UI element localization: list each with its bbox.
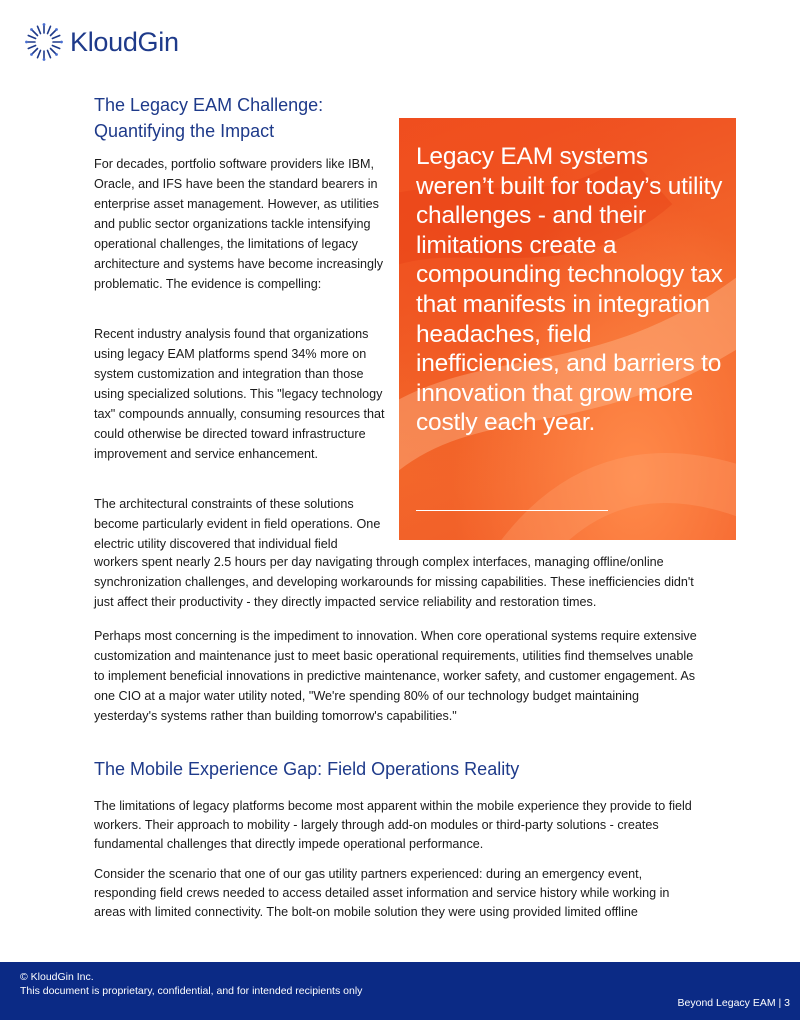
paragraph-field-workers: workers spent nearly 2.5 hours per day navigating through complex interfaces, managing offline/online synchronization challenges, and developing workarounds for missing capabilities. These inefficiencies didn't just affect their productivity - they directly impacted service reliability and restoration times. [94, 555, 694, 609]
paragraph-innovation-impediment: Perhaps most concerning is the impediment to innovation. When core operational systems require extensive customization and maintenance just to meet basic operational requirements, utilities find themselves unable to implement beneficial innovations in predictive maintenance, worker safety, and customer engagement. As one CIO at a major water utility noted, "We're spending 80% of our technology budget maintaining yesterday's systems rather than building tomorrow's capabilities." [94, 629, 697, 723]
footer-copyright: © KloudGin Inc. [20, 971, 94, 983]
kloudgin-logo [24, 22, 179, 62]
pull-quote-callout [399, 118, 736, 540]
section-heading-mobile-gap: The Mobile Experience Gap: Field Operations Reality [94, 759, 520, 779]
section-heading-legacy-eam: The Legacy EAM Challenge: Quantifying the Impact [94, 95, 324, 141]
paragraph-gas-utility-scenario: Consider the scenario that one of our gas utility partners experienced: during an emergency event, responding field crews needed to access detailed asset information and service history while working in areas with limited connectivity. The bolt-on mobile solution they were using provided limited offline [94, 867, 670, 919]
pull-quote-text: Legacy EAM systems weren’t built for today’s utility challenges - and their limitations create a compounding technology tax that manifests in integration headaches, field inefficiencies, and barriers to innovation that grow more costly each year. [416, 143, 723, 437]
kloudgin-logo-icon [24, 22, 64, 62]
pull-quote-underline [416, 510, 608, 511]
footer-page-number: Beyond Legacy EAM | 3 [677, 997, 790, 1009]
paragraph-intro: For decades, portfolio software providers like IBM, Oracle, and IFS have been the standard bearers in enterprise asset management. However, as utilities and public sector organizations tackle intensifying operational challenges, the limitations of legacy architecture and systems have become increasingly problematic. The evidence is compelling: [94, 157, 384, 291]
footer-confidentiality-notice: This document is proprietary, confidential, and for intended recipients only [20, 985, 363, 997]
paragraph-mobile-limitations: The limitations of legacy platforms become most apparent within the mobile experience they provide to field workers. Their approach to mobility - largely through add-on modules or third-party solutions - creates fundamental challenges that directly impede operational performance. [94, 799, 692, 851]
page-footer [0, 962, 800, 1020]
paragraph-architectural-constraints: The architectural constraints of these solutions become particularly evident in field operations. One electric utility discovered that individual field [94, 497, 381, 551]
paragraph-industry-analysis: Recent industry analysis found that organizations using legacy EAM platforms spend 34% more on system customization and integration than those using specialized solutions. This "legacy technology tax" compounds annually, consuming resources that could otherwise be directed toward infrastructure improvement and service enhancement. [94, 327, 385, 461]
logo-wordmark: KloudGin [70, 26, 179, 57]
